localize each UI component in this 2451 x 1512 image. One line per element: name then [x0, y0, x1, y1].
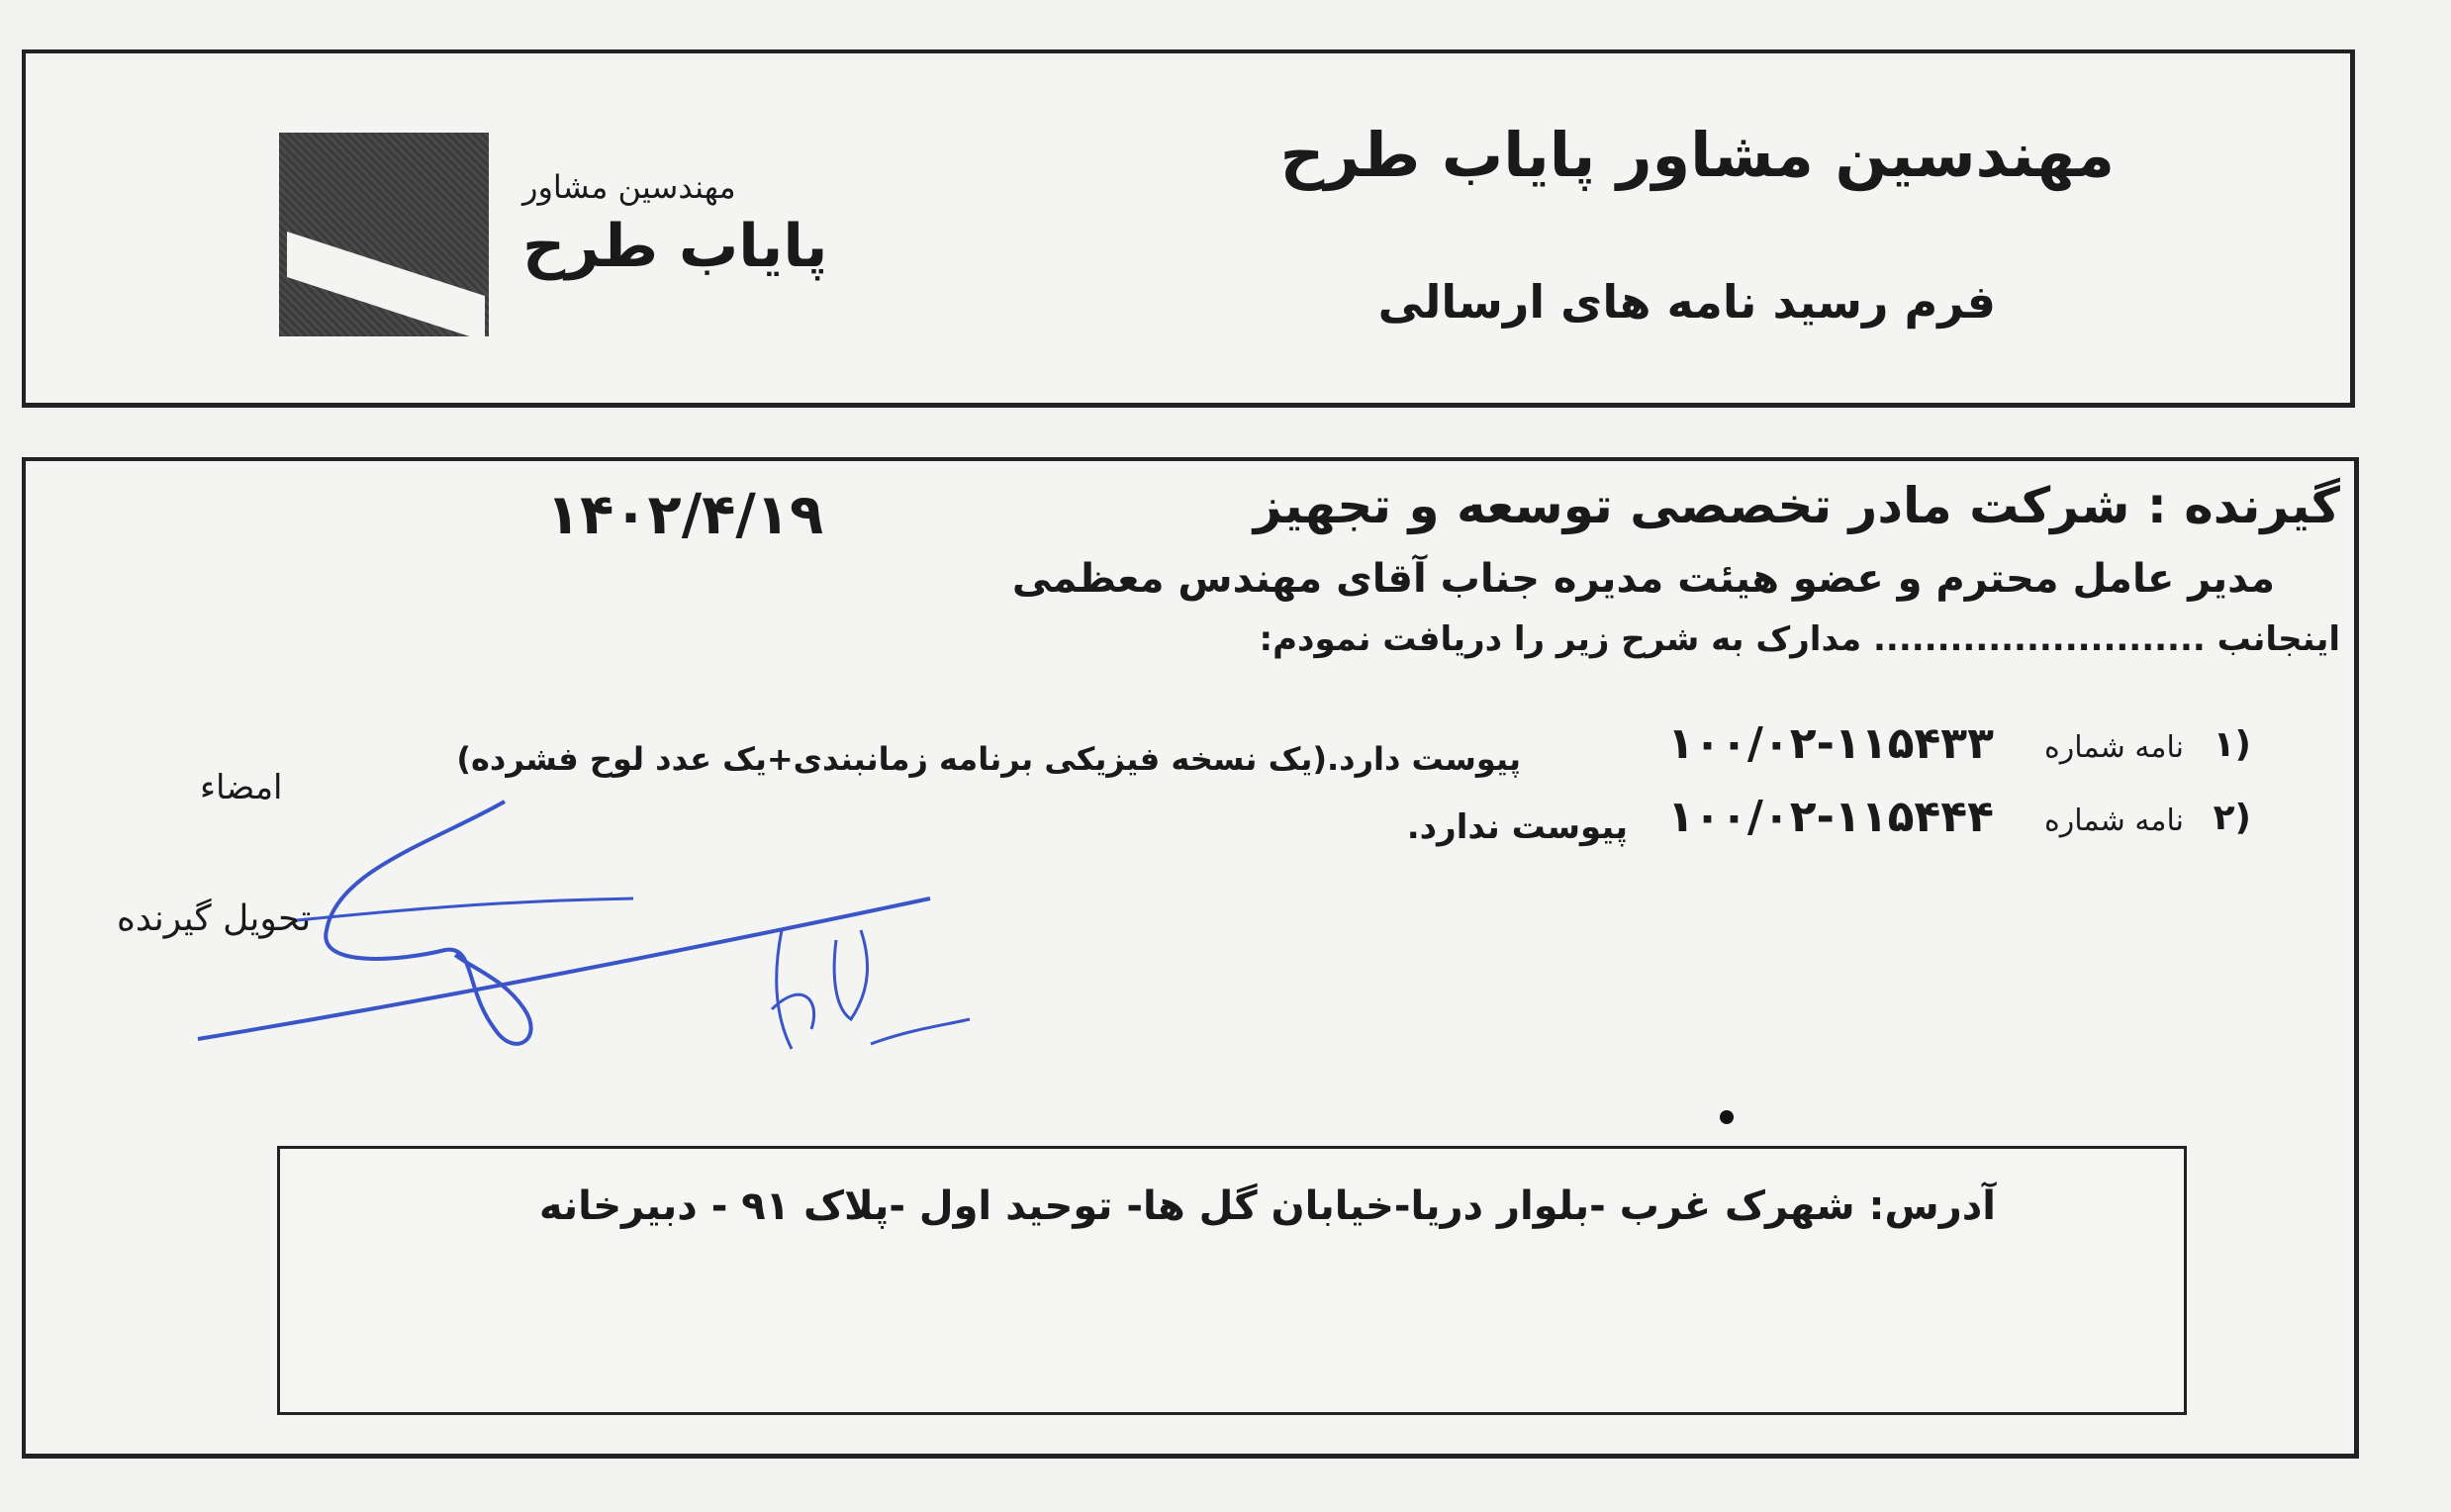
attachment-note: پیوست ندارد. [1406, 807, 1628, 847]
signature-label: امضاء [200, 768, 283, 807]
date: ۱۴۰۲/۴/۱۹ [546, 483, 824, 547]
undersigned-suffix: مدارک به شرح زیر را دریافت نمودم: [1259, 619, 1862, 659]
handwritten-signature [178, 782, 990, 1079]
form-title: فرم رسید نامه های ارسالی [1377, 275, 1996, 329]
logo-small-text: مهندسین مشاور [522, 168, 736, 206]
letter-code: ۱۰۰/۰۲-۱۱۵۴۳۳ [1667, 718, 1994, 769]
item-label: نامه شماره [2043, 803, 2184, 838]
attachment-note: پیوست دارد.(یک نسخه فیزیکی برنامه زمانبندی+یک عدد لوح فشرده) [456, 740, 1521, 778]
company-logo-icon [279, 133, 489, 336]
letter-code: ۱۰۰/۰۲-۱۱۵۴۴۴ [1667, 792, 1994, 842]
logo-large-text: پایاب طرح [522, 212, 828, 281]
undersigned-line [1260, 619, 2340, 659]
recipient-line: گیرنده : شرکت مادر تخصصی توسعه و تجهیز [1253, 477, 2340, 534]
receiver-label: تحویل گیرنده [117, 898, 312, 939]
addressee-line: مدیر عامل محترم و عضو هیئت مدیره جناب آقای مهندس معظمی [1011, 556, 2275, 602]
address-text: آدرس: شهرک غرب -بلوار دریا-خیابان گل ها- توحید اول -پلاک ۹۱ - دبیرخانه [538, 1183, 1996, 1229]
item-number: ۲) [2213, 798, 2251, 838]
ink-dot [1720, 1110, 1734, 1124]
item-number: ۱) [2213, 724, 2251, 765]
item-label: نامه شماره [2043, 730, 2184, 765]
undersigned-prefix: اینجانب [2216, 619, 2340, 659]
company-title: مهندسین مشاور پایاب طرح [1279, 119, 2115, 191]
undersigned-dots: .......................... [1872, 619, 2206, 659]
